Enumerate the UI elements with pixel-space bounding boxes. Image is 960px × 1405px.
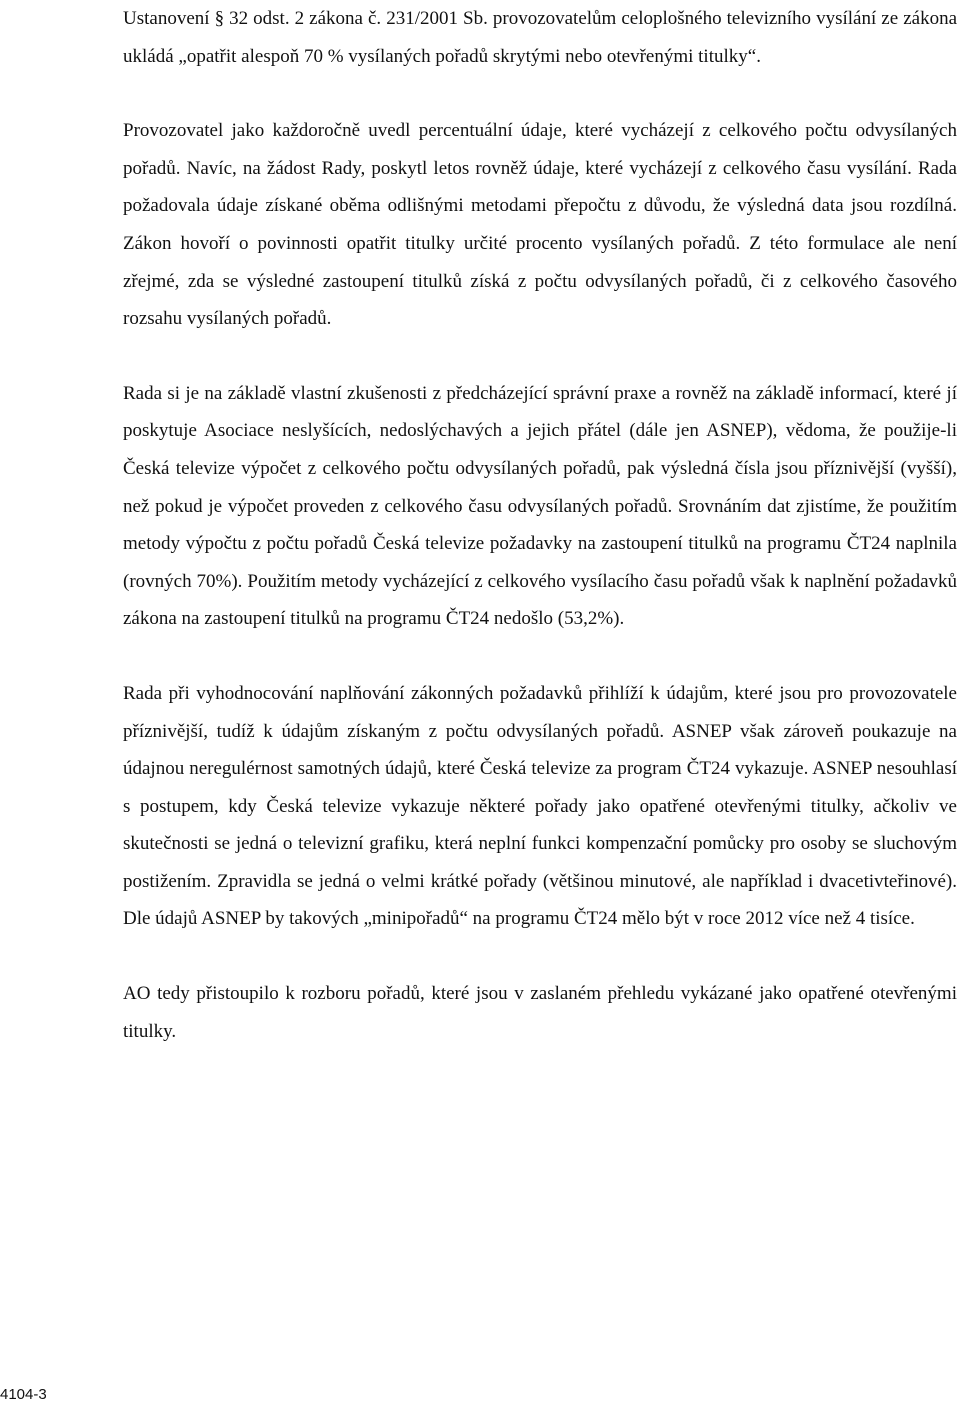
paragraph-asnep-objection: Rada při vyhodnocování naplňování zákonných požadavků přihlíží k údajům, které jsou pro provozovatele příznivější, tudíž k údajům získaným z počtu odvysílaných pořadů. ASNEP však zároveň poukazuje na údajnou neregulérnost samotných údajů, které Česká televize za program ČT24 vykazuje. ASNEP nesouhlasí s postupem, kdy Česká televize vykazuje některé pořady jako opatřené otevřenými titulky, ačkoliv ve skutečnosti se jedná o televizní grafiku, která neplní funkci kompenzační pomůcky pro osoby se sluchovým postižením. Zpravidla se jedná o velmi krátké pořady (většinou minutové, ale například i dvacetivteřinové). Dle údajů ASNEP by takových „minipořadů“ na programu ČT24 mělo být v roce 2012 více než 4 tisíce. <box>123 682 957 930</box>
paragraph-gap <box>123 75 957 112</box>
page-label: 4104-3 <box>0 1386 47 1403</box>
paragraph-calculation-methods: Rada si je na základě vlastní zkušenosti z předcházející správní praxe a rovněž na základě informací, které jí poskytuje Asociace neslyšících, nedoslýchavých a jejich přátel (dále jen ASNEP), vědoma, že použije-li Česká televize výpočet z celkového počtu odvysílaných pořadů, pak výsledná čísla jsou příznivější (vyšší), než pokud je výpočet proveden z celkového času odvysílaných pořadů. Srovnáním dat zjistíme, že použitím metody výpočtu z počtu pořadů Česká televize požadavky na zastoupení titulků na programu ČT24 naplnila (rovných 70%). Použitím metody vycházející z celkového vysílacího času pořadů však k naplnění požadavků zákona na zastoupení titulků na programu ČT24 nedošlo (53,2%). <box>123 382 957 630</box>
document-body <box>123 0 957 1050</box>
paragraph-analysis: AO tedy přistoupilo k rozboru pořadů, které jsou v zaslaném přehledu vykázané jako opatřené otevřenými titulky. <box>123 983 957 1042</box>
paragraph-gap <box>123 938 957 975</box>
paragraph-gap <box>123 638 957 675</box>
paragraph-provider-data: Provozovatel jako každoročně uvedl percentuální údaje, které vycházejí z celkového počtu odvysílaných pořadů. Navíc, na žádost Rady, poskytl letos rovněž údaje, které vycházejí z celkového času vysílání. Rada požadovala údaje získané oběma odlišnými metodami přepočtu z důvodu, že výsledná data jsou rozdílná. Zákon hovoří o povinnosti opatřit titulky určité procento vysílaných pořadů. Z této formulace ale není zřejmé, zda se výsledné zastoupení titulků získá z počtu odvysílaných pořadů, či z celkového časového rozsahu vysílaných pořadů. <box>123 120 957 330</box>
paragraph-legal-provision: Ustanovení § 32 odst. 2 zákona č. 231/2001 Sb. provozovatelům celoplošného televizního vysílání ze zákona ukládá „opatřit alespoň 70 % vysílaných pořadů skrytými nebo otevřenými titulky“. <box>123 8 957 67</box>
paragraph-gap <box>123 338 957 375</box>
